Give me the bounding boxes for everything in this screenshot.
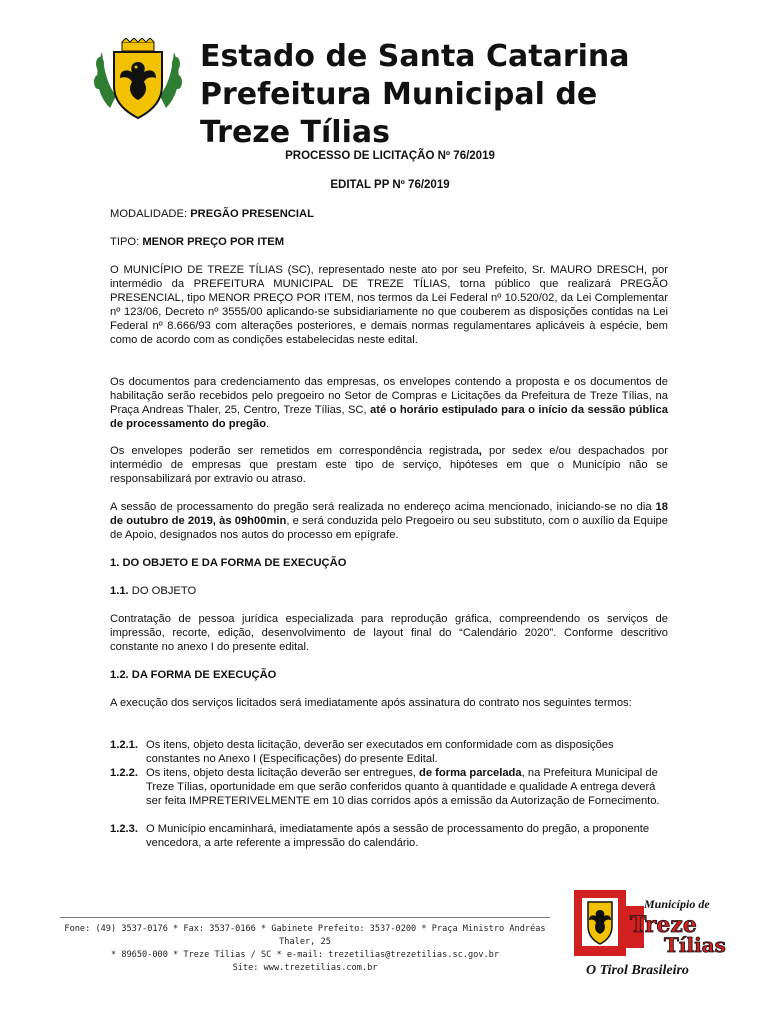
tipo-value: MENOR PREÇO POR ITEM xyxy=(142,236,285,248)
section-1-1-paragraph: Contratação de pessoa jurídica especializada para reprodução gráfica, compreendendo os serviços de impressão, recorte, edição, desenvolvimento de layout final do “Calendário 2020”. Conforme descritivo constante no anexo I do presente edital. xyxy=(110,613,668,653)
item-text-c: , na Prefeitura Municipal de Treze Tílias, oportunidade em que serão conferidos quanto à quantidade e qualidade A entrega deverá ser feita IMPRETERIVELMENTE em 10 dias corridos após a emissão da Autorização de Fornecimento. xyxy=(146,767,660,807)
logo-main-line-1: Treze xyxy=(630,912,697,938)
section-1-1-number: 1.1. xyxy=(110,585,129,597)
modalidade-value: PREGÃO PRESENCIAL xyxy=(190,208,314,220)
footer-line-2: * 89650-000 * Treze Tílias / SC * e-mail: trezetilias@trezetilias.sc.gov.br xyxy=(110,950,500,960)
section-1-1-text xyxy=(110,612,668,654)
paragraph-envelopes xyxy=(110,444,668,486)
item-number: 1.2.3. xyxy=(110,823,138,835)
footer-line-1: Fone: (49) 3537-0176 * Fax: 3537-0166 * Gabinete Prefeito: 3537-0200 * Praça Ministro Andréas Thaler, 25 xyxy=(64,924,546,947)
p2-bold: até o horário estipulado para o início da sessão pública de processamento do pregão xyxy=(110,404,668,430)
edital-number: EDITAL PP Nº 76/2019 xyxy=(330,179,450,191)
p2-text: Os documentos para credenciamento das empresas, os envelopes contendo a proposta e os documentos de habilitação serão recebidos pelo pregoeiro no Setor de Compras e Licitações da Prefeitura de Treze Tílias, na Praça Andreas Thaler, 25, Centro, Treze Tílias, SC, xyxy=(110,376,668,416)
modalidade-label: MODALIDADE: xyxy=(110,208,191,220)
section-1-heading: 1. DO OBJETO E DA FORMA DE EXECUÇÃO xyxy=(110,557,347,569)
paragraph-session xyxy=(110,500,668,542)
section-1-1-title: DO OBJETO xyxy=(128,585,197,597)
paragraph-intro xyxy=(110,263,668,347)
p3-text: Os envelopes poderão ser remetidos em correspondência registrada xyxy=(110,445,479,457)
tipo-label: TIPO: xyxy=(110,236,143,248)
item-number: 1.2.1. xyxy=(110,739,138,751)
document-title xyxy=(200,38,700,152)
logo-main-line-2: Tílias xyxy=(664,933,726,957)
item-text-a: Os itens, objeto desta licitação deverão ser entregues, xyxy=(146,767,420,779)
title-line-prefeitura: Prefeitura Municipal de xyxy=(200,77,598,112)
footer-contact xyxy=(60,923,550,975)
treze-tilias-logo-icon xyxy=(572,886,732,978)
p4-date: 18 de outubro de 2019, às 09h00min xyxy=(110,501,668,527)
footer-divider xyxy=(60,917,550,918)
section-1-2-text xyxy=(110,696,668,710)
p3-rest: por sedex e/ou despachados por intermédio de empresas que prestam este tipo de serviço, hipóteses em que o Município não se responsabilizará por extravio ou atraso. xyxy=(110,445,668,485)
list-item xyxy=(110,738,668,766)
tipo xyxy=(110,235,668,249)
processo-number: PROCESSO DE LICITAÇÃO Nº 76/2019 xyxy=(285,150,495,162)
item-text-bold: de forma parcelada xyxy=(419,767,522,779)
list-item xyxy=(110,822,668,850)
item-text xyxy=(146,766,668,808)
section-1-2-heading: 1.2. DA FORMA DE EXECUÇÃO xyxy=(110,669,277,681)
item-text: Os itens, objeto desta licitação, deverão ser executados em conformidade com as disposições constantes no Anexo I (Especificações) do presente Edital. xyxy=(146,739,614,765)
item-text: O Município encaminhará, imediatamente após a sessão de processamento do pregão, a proponente vencedora, a arte referente a impressão do calendário. xyxy=(146,823,650,849)
footer-line-3: Site: www.trezetilias.com.br xyxy=(232,963,378,973)
section-1-1-heading xyxy=(110,584,668,598)
logo-top-text: Município de xyxy=(644,897,710,911)
title-line-city: Treze Tílias xyxy=(200,115,390,150)
p2-end: . xyxy=(266,418,270,430)
list-item xyxy=(110,766,668,808)
logo-bottom-text: O Tirol Brasileiro xyxy=(586,963,689,978)
municipal-crest-icon xyxy=(90,38,186,122)
section-1-2-paragraph: A execução dos serviços licitados será imediatamente após assinatura do contrato nos seguintes termos: xyxy=(110,697,632,709)
p4-rest: , e será conduzida pelo Pregoeiro ou seu substituto, com o auxílio da Equipe de Apoio, designados nos autos do processo em epígrafe. xyxy=(110,515,669,541)
paragraph-intro-text: O MUNICÍPIO DE TREZE TÍLIAS (SC), representado neste ato por seu Prefeito, Sr. MAURO DRESCH, por intermédio da PREFEITURA MUNICIPAL DE TREZE TÍLIAS, torna público que realizará PREGÃO PRESENCIAL, tipo MENOR PREÇO POR ITEM, nos termos da Lei Federal nº 10.520/02, da Lei Complementar nº 123/06, Decreto nº 3555/00 aplicando-se subsidiariamente no que couberem as disposições contidas na Lei Federal nº 8.666/93 com alterações posteriores, e demais normas regulamentares aplicáveis à espécie, bem como de acordo com as condições estabelecidas neste edital. xyxy=(110,264,668,346)
item-number: 1.2.2. xyxy=(110,767,138,779)
p3-bold: , xyxy=(478,445,482,457)
p4-text: A sessão de processamento do pregão será realizada no endereço acima mencionado, iniciando-se no dia xyxy=(110,501,656,513)
paragraph-documents xyxy=(110,375,668,431)
title-line-state: Estado de Santa Catarina xyxy=(200,39,630,74)
modalidade xyxy=(110,207,668,221)
